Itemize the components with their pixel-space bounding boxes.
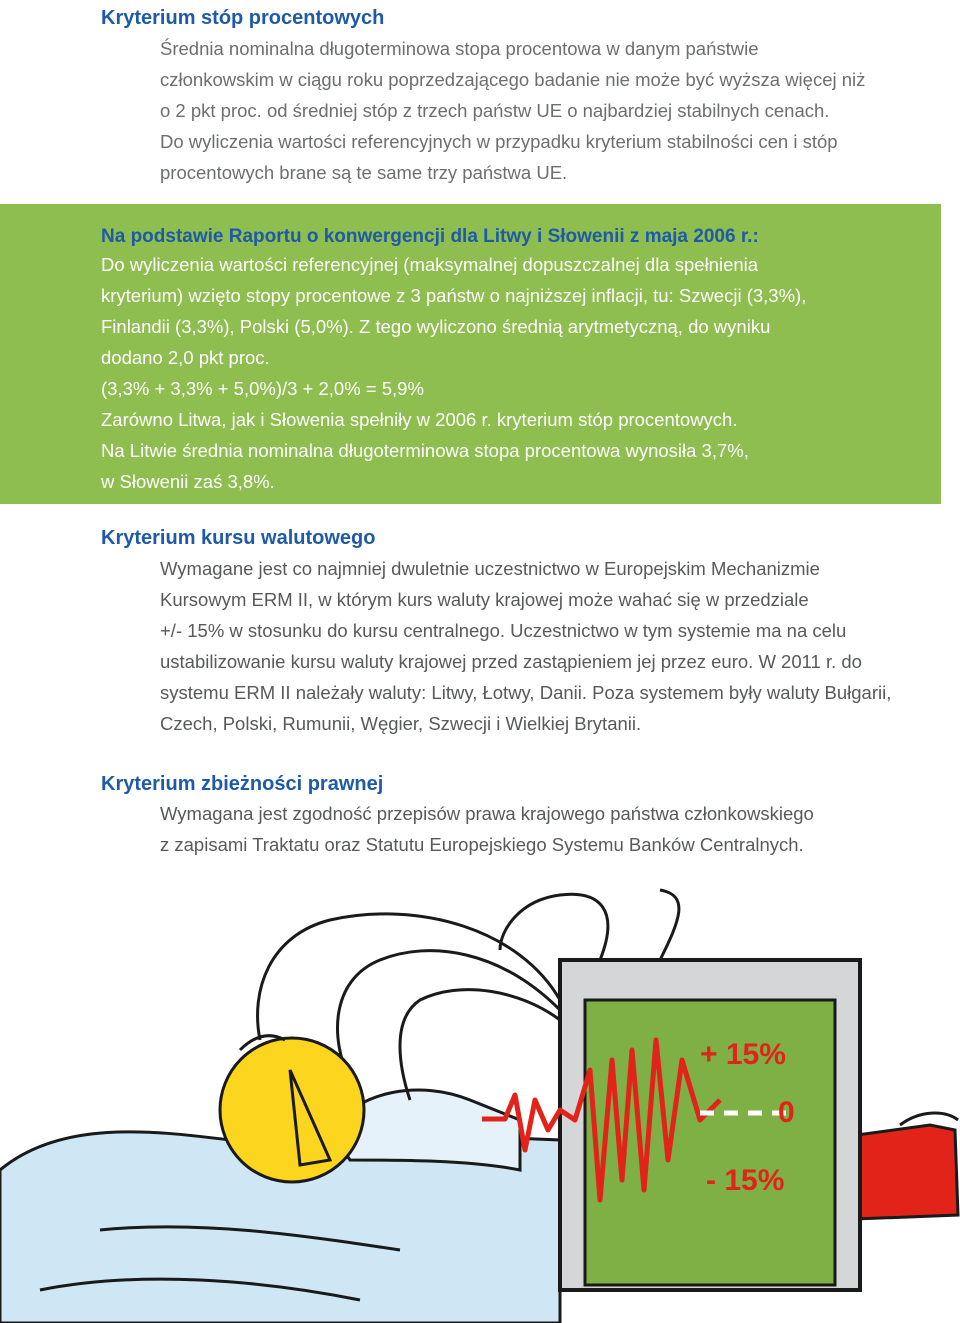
text-line: Finlandii (3,3%), Polski (5,0%). Z tego wyliczono średnią arytmetyczną, do wyniku bbox=[101, 316, 771, 337]
text-line: (3,3% + 3,3% + 5,0%)/3 + 2,0% = 5,9% bbox=[101, 378, 424, 399]
text-line: członkowskim w ciągu roku poprzedzającego badanie nie może być wyższa więcej niż bbox=[160, 69, 866, 90]
text-line: dodano 2,0 pkt proc. bbox=[101, 347, 270, 368]
paragraph-interest-rate bbox=[160, 33, 960, 188]
text-line: Czech, Polski, Rumunii, Węgier, Szwecji i Wielkiej Brytanii. bbox=[160, 713, 642, 734]
paragraph-exchange-rate bbox=[160, 553, 960, 739]
monitor-label-minus-15: - 15% bbox=[706, 1164, 785, 1197]
example-box-heading: Na podstawie Raportu o konwergencji dla Litwy i Słowenii z maja 2006 r.: bbox=[101, 226, 759, 247]
heading-exchange-rate: Kryterium kursu walutowego bbox=[101, 527, 376, 549]
text-line: kryterium) wzięto stopy procentowe z 3 państw o najniższej inflacji, tu: Szwecji (3,3%), bbox=[101, 285, 807, 306]
text-line: Do wyliczenia wartości referencyjnych w przypadku kryterium stabilności cen i stóp bbox=[160, 131, 838, 152]
monitor-label-plus-15: + 15% bbox=[700, 1038, 786, 1071]
text-line: systemu ERM II należały waluty: Litwy, Łotwy, Danii. Poza systemem były waluty Bułgarii, bbox=[160, 682, 892, 703]
text-line: w Słowenii zaś 3,8%. bbox=[101, 471, 275, 492]
patient-foot bbox=[900, 1113, 958, 1125]
text-line: Wymagane jest co najmniej dwuletnie uczestnictwo w Europejskim Mechanizmie bbox=[160, 558, 820, 579]
heading-legal-convergence: Kryterium zbieżności prawnej bbox=[101, 773, 384, 795]
text-line: procentowych brane są te same trzy państwa UE. bbox=[160, 162, 568, 183]
paragraph-legal-convergence bbox=[160, 798, 960, 860]
cartoon-illustration bbox=[0, 880, 960, 1323]
text-line: z zapisami Traktatu oraz Statutu Europejskiego Systemu Banków Centralnych. bbox=[160, 834, 804, 855]
text-line: +/- 15% w stosunku do kursu centralnego. Uczestnictwo w tym systemie ma na celu bbox=[160, 620, 847, 641]
monitor-wire bbox=[338, 951, 560, 1080]
monitor-wire bbox=[400, 990, 560, 1100]
text-line: Na Litwie średnia nominalna długoterminowa stopa procentowa wynosiła 3,7%, bbox=[101, 440, 749, 461]
text-line: Zarówno Litwa, jak i Słowenia spełniły w 2006 r. kryterium stóp procentowych. bbox=[101, 409, 738, 430]
text-line: Kursowym ERM II, w którym kurs waluty krajowej może wahać się w przedziale bbox=[160, 589, 809, 610]
monitor-wire bbox=[660, 890, 679, 960]
text-line: ustabilizowanie kursu waluty krajowej przed zastąpieniem jej przez euro. W 2011 r. do bbox=[160, 651, 862, 672]
monitor-wire bbox=[500, 894, 608, 960]
example-box-body bbox=[101, 249, 931, 497]
patient-head bbox=[220, 1038, 364, 1182]
text-line: Do wyliczenia wartości referencyjnej (maksymalnej dopuszczalnej dla spełnienia bbox=[101, 254, 759, 275]
text-line: Wymagana jest zgodność przepisów prawa krajowego państwa członkowskiego bbox=[160, 803, 814, 824]
text-line: o 2 pkt proc. od średniej stóp z trzech państw UE o najbardziej stabilnych cenach. bbox=[160, 100, 830, 121]
heading-interest-rate: Kryterium stóp procentowych bbox=[101, 7, 385, 29]
example-box bbox=[0, 204, 941, 504]
monitor-wire bbox=[258, 914, 560, 1040]
text-line: Średnia nominalna długoterminowa stopa procentowa w danym państwie bbox=[160, 38, 759, 59]
monitor-label-zero: 0 bbox=[778, 1096, 795, 1129]
